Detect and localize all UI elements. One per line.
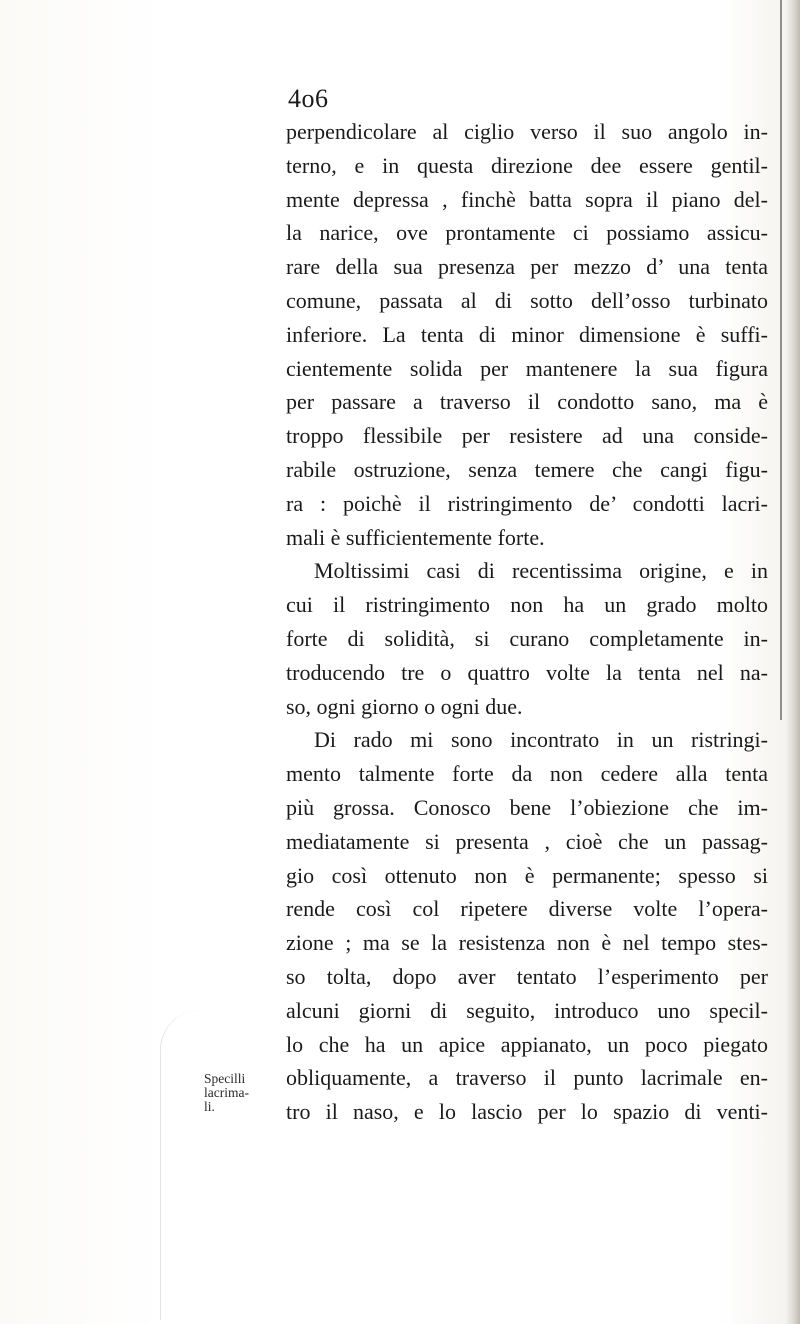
text-line: rare della sua presenza per mezzo d’ una tenta — [286, 254, 768, 280]
text-line: più grossa. Conosco bene l’obiezione che im- — [286, 794, 768, 820]
text-line: cientemente solida per mantenere la sua figura — [286, 355, 768, 381]
text-line: alcuni giorni di seguito, introduco uno specil- — [286, 997, 768, 1023]
margin-note-line: Specilli — [204, 1071, 246, 1086]
text-line: terno, e in questa direzione dee essere gentil- — [286, 152, 768, 178]
text-line: mediatamente si presenta , cioè che un passag- — [286, 828, 768, 854]
text-line: per passare a traverso il condotto sano, ma è — [286, 389, 768, 415]
text-line: perpendicolare al ciglio verso il suo angolo in- — [286, 119, 768, 144]
text-line: gio così ottenuto non è permanente; spesso si — [286, 862, 768, 888]
text-line: inferiore. La tenta di minor dimensione è suffi- — [286, 321, 768, 347]
text-line: Moltissimi casi di recentissima origine, e in — [314, 558, 768, 584]
text-line: rabile ostruzione, senza temere che cangi figu- — [286, 456, 768, 482]
text-line: forte di solidità, si curano completamente in- — [286, 625, 768, 651]
margin-note — [204, 1072, 276, 1114]
text-line: cui il ristringimento non ha un grado molto — [286, 592, 768, 618]
text-line: ra : poichè il ristringimento de’ condotti lacri- — [286, 490, 768, 516]
page-edge-shadow — [786, 0, 800, 1324]
text-line: so, ogni giorno o ogni due. — [286, 693, 523, 719]
margin-note-line: lacrima- — [204, 1085, 249, 1100]
text-line: troducendo tre o quattro volte la tenta nel na- — [286, 659, 768, 685]
binding-line — [780, 0, 782, 720]
margin-note-line: li. — [204, 1099, 215, 1114]
text-line: troppo flessibile per resistere ad una conside- — [286, 423, 768, 449]
text-line: tro il naso, e lo lascio per lo spazio di venti- — [286, 1099, 768, 1125]
text-line: comune, passata al di sotto dell’osso turbinato — [286, 287, 768, 313]
page-number: 4o6 — [288, 84, 329, 113]
text-line: mento talmente forte da non cedere alla tenta — [286, 761, 768, 787]
text-line: lo che ha un apice appianato, un poco piegato — [286, 1031, 768, 1057]
text-line: rende così col ripetere diverse volte l’opera- — [286, 896, 768, 922]
text-line: so tolta, dopo aver tentato l’esperimento per — [286, 963, 768, 989]
text-line: mente depressa , finchè batta sopra il piano del- — [286, 186, 768, 212]
text-line: mali è sufficientemente forte. — [286, 524, 545, 550]
text-line: Di rado mi sono incontrato in un ristringi- — [314, 727, 768, 753]
text-line: la narice, ove prontamente ci possiamo assicu- — [286, 220, 768, 246]
body-text — [286, 115, 768, 1129]
text-line: obliquamente, a traverso il punto lacrimale en- — [286, 1065, 768, 1091]
text-line: zione ; ma se la resistenza non è nel tempo stes- — [286, 930, 768, 956]
paper-stain — [160, 1010, 221, 1320]
